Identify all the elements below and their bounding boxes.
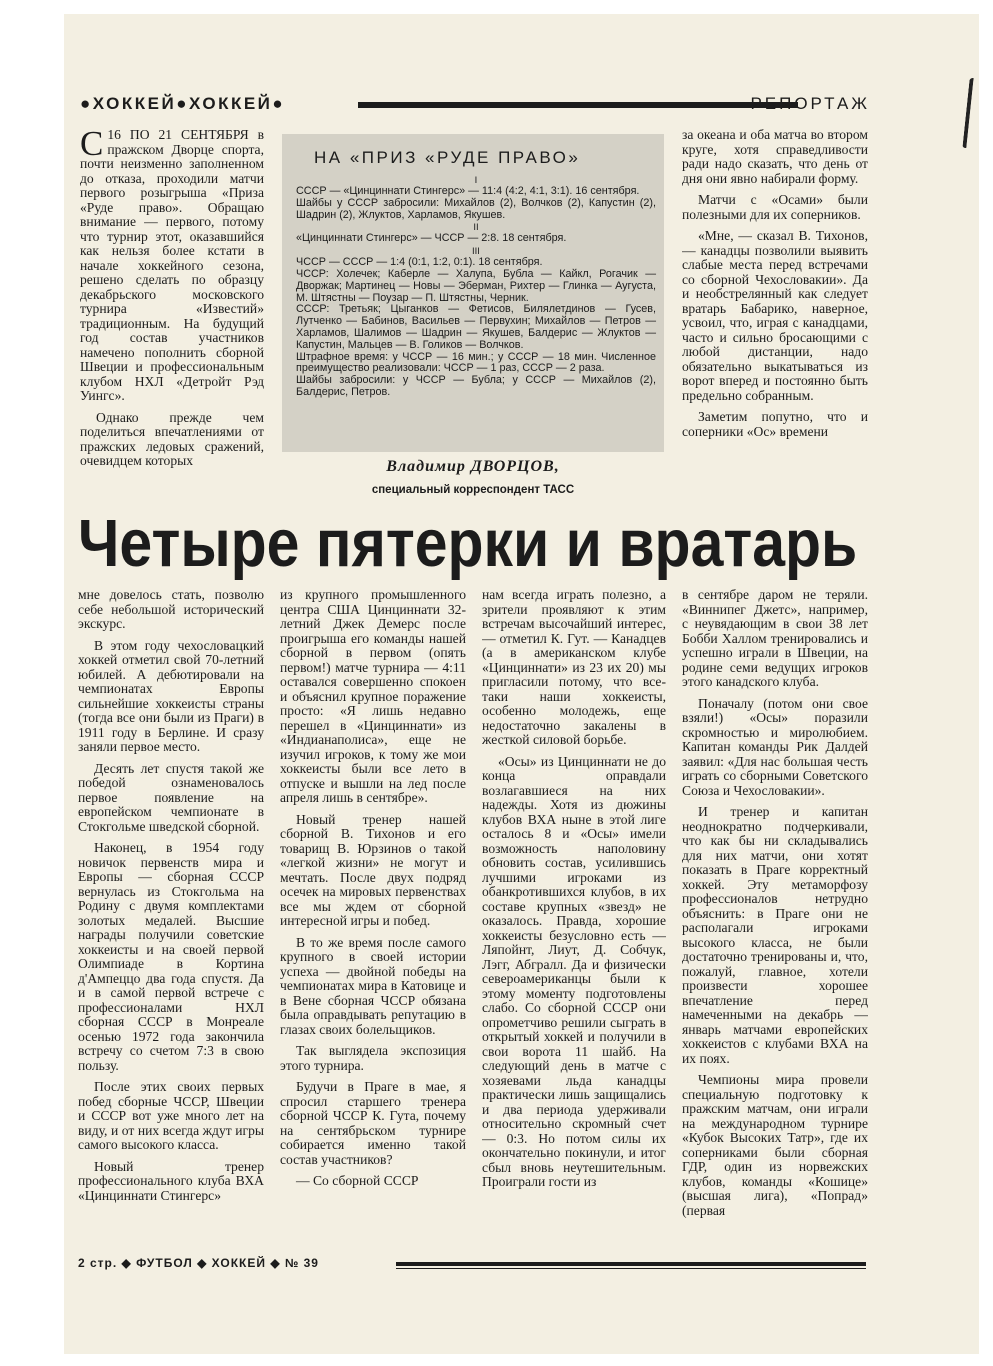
lead-column-1	[80, 128, 264, 500]
footer-rule	[396, 1262, 866, 1266]
results-lines	[296, 176, 656, 399]
section-label: ●ХОККЕЙ●ХОККЕЙ●	[80, 94, 286, 113]
result-line: Шайбы забросили: у ЧССР — Бубла; у СССР — Михайлов (2), Балдерис, Петров.	[296, 374, 656, 398]
paragraph: И тренер и капитан неоднократно подчеркивали, что как бы ни складывались для них матчи, они хотят показать в Праге корректный хоккей. Эту метаморфозу профессионалов нетрудно объяснить: в Праге они не располагали игроками высокого класса, не были достаточно тренированы и, что, пожалуй, главное, хотели произвести хорошее впечатление перед намеченными на декабрь — январь матчами европейских хоккеистов с клубами ВХА на их поях.	[682, 804, 868, 1066]
round-number: II	[473, 222, 479, 234]
result-line: ЧССР: Холечек; Каберле — Халупа, Бубла — Кайкл, Рогачик — Дворжак; Мартинец — Новы — Эберман, Рихтер — Глинка — Аугуста, М. Штястны — Поузар — П. Штястны, Черник.	[296, 267, 656, 304]
paragraph: из крупного промышленного центра США Цинциннати 32-летний Джек Демерс после проигрыша его команды нашей сборной в первом (опять первом!) матче турнира — 4:11 оставался совершенно спокоен и объяснил крупное поражение просто: «Я лишь недавно перешел в «Цинциннати» из «Индианаполиса», еще не изучил игроков, к тому же мои хоккеисты были все лето в отпуске и вышли на лед после апреля лишь в сентябре».	[280, 588, 466, 805]
paragraph: Будучи в Праге в мае, я спросил старшего тренера сборной ЧССР К. Гута, почему на сентябрьском турнире собирается именно такой состав участников?	[280, 1079, 466, 1167]
paragraph: «Мне, — сказал В. Тихонов, — канадцы позволили выявить слабые места перед встречами со сборной Чехословакии». Да и необстрелянный как следует вратарь Бабарико, наверное, усвоил, что, играя с канадцами, часто и сильно бросающими с любой дистанции, надо обязательно выкатываться из ворот вперед и постоянно быть предельно собранным.	[682, 228, 868, 403]
author-role: специальный корреспондент ТАСС	[371, 484, 575, 496]
paragraph: Наконец, в 1954 году новичок первенств мира и Европы — сборная СССР вернулась из Стокгольма на Родину с двумя комплектами золотых медалей. Высшие награды получили советские хоккеисты и на своей первой Олимпиаде в Кортина д'Ампеццо два года спустя. Да и в самой первой встрече с профессионалами НХЛ сборная СССР в Монреале осенью 1972 года закончила встречу со счетом 7:3 в свою пользу.	[78, 840, 264, 1073]
article-headline: Четыре пятерки и вратарь	[78, 506, 858, 581]
paragraph	[80, 128, 264, 404]
paragraph: мне довелось стать, позволю себе небольшой исторический экскурс.	[78, 588, 264, 631]
rubric-label: РЕПОРТАЖ	[750, 94, 870, 113]
result-line: «Цинциннати Стингерс» — ЧССР — 2:8. 18 сентября.	[296, 232, 567, 245]
paragraph: Заметим попутно, что и соперники «Ос» времени	[682, 409, 868, 439]
header-rule	[358, 102, 798, 108]
round-number: III	[472, 246, 480, 258]
page-footer	[78, 1256, 868, 1276]
drop-cap: С	[80, 128, 104, 163]
result-line: СССР: Третьяк; Цыганков — Фетисов, Билялетдинов — Гусев, Лутченко — Бабинов, Васильев — Первухин; Михайлов — Петров — Харламов, Шалимов — Шадрин — Якушев, Балдерис — Жлуктов — Капустин, Мальцев — В. Голиков — Волчков.	[296, 303, 656, 351]
round-number: I	[474, 175, 478, 186]
result-line: Штрафное время: у ЧССР — 16 мин.; у СССР — 18 мин. Численное преимущество реализовали: ЧССР — 1 раз, СССР — 2 раза.	[296, 350, 656, 375]
paragraph: за океана и оба матча во втором круге, хотя справедливости ради надо сказать, что день от дня они явно набирали форму.	[682, 128, 868, 186]
lead-column-4	[682, 128, 868, 500]
paragraph: нам всегда играть полезно, а зрители проявляют к этим встречам высочайший интерес, — отметил К. Гут. — Канадцев (а в американском клубе «Цинциннати» из 23 их 20) мы пригласили потому, что все-таки наши хоккеисты, особенно молодежь, еще недостаточно закалены в жесткой силовой борьбе.	[482, 588, 666, 747]
result-line: ЧССР — СССР — 1:4 (0:1, 1:2, 0:1). 18 сентября.	[296, 256, 543, 269]
paragraph: Матчи с «Осами» были полезными для их соперников.	[682, 192, 868, 222]
paragraph: Десять лет спустя такой же победой ознаменовалось первое появление на европейском чемпионате в Стокгольме шведской сборной.	[78, 760, 264, 834]
paragraph: — Со сборной СССР	[296, 1173, 419, 1188]
author-byline: Владимир ДВОРЦОВ,	[386, 458, 560, 475]
paragraph: Поначалу (потом они свое взяли!) «Осы» поразили скромностью и миролюбием. Капитан команды Рик Далдей заявил: «Для нас большая честь играть со сборными Советского Союза и Чехословакии».	[682, 695, 868, 798]
result-line: Шайбы у СССР забросили: Михайлов (2), Волчков (2), Капустин (2), Шадрин (2), Жлуктов, Харламов, Якушев.	[296, 196, 656, 221]
paragraph: Новый тренер нашей сборной В. Тихонов и его товарищ В. Юрзинов о такой «легкой жизни» не могут и мечтать. После двух подряд осечек на мировых первенствах все мы ждем от сборной интересной игры и побед.	[280, 811, 466, 928]
paragraph: После этих своих первых побед сборные ЧССР, Швеции и СССР вот уже много лет на виду, и от них всегда ждут игры самого высокого класса.	[78, 1079, 264, 1152]
results-box-title: НА «ПРИЗ «РУДЕ ПРАВО»	[314, 148, 581, 167]
body-column-2	[280, 588, 466, 1252]
paragraph: В этом году чехословацкий хоккей отметил свой 70-летний юбилей. А дебютировали на чемпионатах Европы сильнейшие хоккеисты страны (тогда все они были из Праги) в 1911 году в Берлине. И сразу заняли первое место.	[78, 637, 264, 754]
results-box	[282, 134, 664, 452]
paragraph: Новый тренер профессионального клуба ВХА «Цинциннати Стингерс»	[78, 1158, 264, 1203]
body-column-4	[682, 588, 868, 1252]
paragraph: В то же время после самого крупного в своей истории успеха — двойной победы на чемпионатах мира в Катовице и в Вене сборная ЧССР обязана была оправдывать репутацию в глазах своих болельщиков.	[280, 934, 466, 1037]
paragraph-text: 16 ПО 21 СЕНТЯБРЯ в пражском Дворце спорта, почти неизменно заполненном до отказа, проходили матчи первого розыгрыша «Приза «Руде право». Обращаю внимание — первого, потому что турнир этот, оказавшийся как нельзя более кстати в начале хоккейного сезона, решено сделать по образцу декабрьского московского турнира «Известий» традиционным. На будущий год состав участников намечено пополнить сборной Швеции и профессиональным клубом НХЛ «Детройт Рэд Уингс».	[80, 128, 264, 403]
paragraph: Чемпионы мира провели специальную подготовку к пражским матчам, они играли на международном турнире «Кубок Высоких Татр», где их соперниками были сборная ГДР, один из норвежских клубов, команды «Кошице» (высшая лига), «Попрад» (первая	[682, 1072, 868, 1218]
body-column-3	[482, 588, 666, 1252]
result-line: СССР — «Цинциннати Стингерс» — 11:4 (4:2, 4:1, 3:1). 16 сентября.	[296, 185, 640, 197]
footer-rule-thin	[396, 1268, 866, 1269]
paragraph: Однако прежде чем поделиться впечатлениями от пражских ледовых сражений, очевидцем которых	[80, 409, 264, 468]
paragraph: Так выглядела экспозиция этого турнира.	[280, 1043, 466, 1073]
paragraph: в сентябре даром не теряли. «Виннипег Джетс», например, с неувядающим в свои 38 лет Бобби Халлом тренировались и успешно играли в Швеции, на родине семи ведущих игроков этого канадского клуба.	[682, 588, 868, 689]
body-column-1	[78, 588, 264, 1252]
footer-label: 2 стр. ◆ ФУТБОЛ ◆ ХОККЕЙ ◆ № 39	[78, 1256, 319, 1270]
paragraph: «Осы» из Цинциннати не до конца оправдали возлагавшиеся на них надежды. Хотя из дюжины клубов ВХА ныне в этой лиге осталось 8 и «Осы» имели возможность наполовину обновить состав, усилившись лучшими игроками из обанкротившихся клубов, в их составе крупных «звезд» не оказалось. Правда, хорошие хоккеисты безусловно есть — Ляпойнт, Лиут, Д. Собчук, Лэгг, Абгралл. Да и физически североамериканцы были к этому моменту подготовлены слабо. Со сборной СССР они опрометчиво решили сыграть в открытый хоккей и получили в свои ворота 11 шайб. На следующий день в матче с хозяевами льда канадцы практически лишь защищались и два периода удерживали относительно скромный счет — 0:3. Но потом силы их окончательно покинули, и итог сбыл вновь неутешительным. Проиграли гости из	[482, 753, 666, 1189]
section-header	[80, 94, 870, 116]
